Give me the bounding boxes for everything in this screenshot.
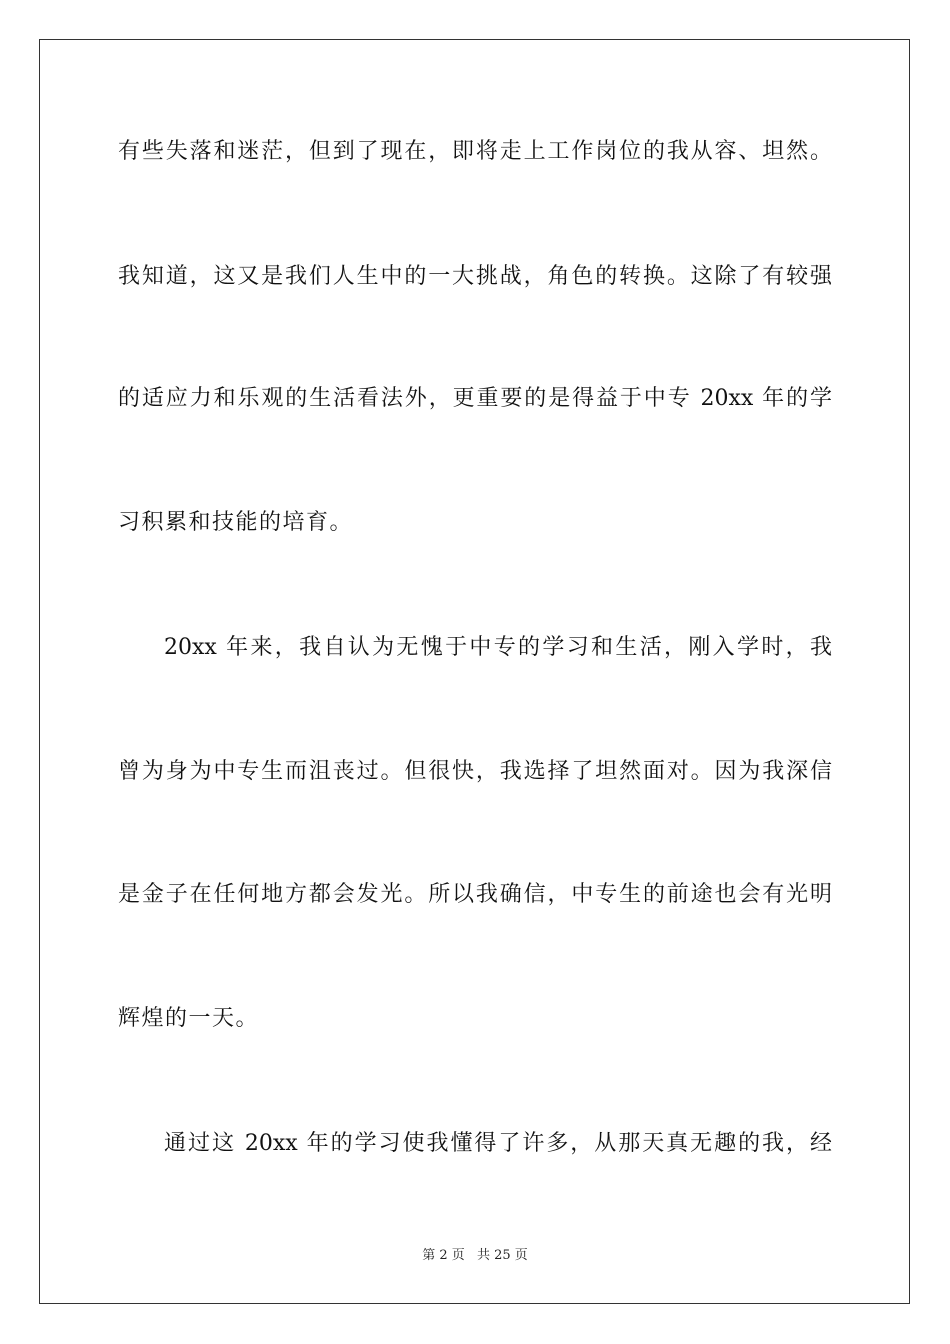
text-line-4: 习积累和技能的培育。 <box>118 510 354 535</box>
text-line-5: 20xx 年来，我自认为无愧于中专的学习和生活，刚入学时，我 <box>164 635 832 660</box>
text-line-1: 有些失落和迷茫，但到了现在，即将走上工作岗位的我从容、坦然。 <box>118 139 832 164</box>
text-line-7: 是金子在任何地方都会发光。所以我确信，中专生的前途也会有光明 <box>118 882 832 907</box>
text-line-8: 辉煌的一天。 <box>118 1006 260 1031</box>
page-border <box>39 39 910 1304</box>
page-total: 共 25 页 <box>476 1248 528 1263</box>
page-footer <box>0 1247 950 1265</box>
text-line-3: 的适应力和乐观的生活看法外，更重要的是得益于中专 20xx 年的学 <box>118 386 832 411</box>
text-line-2: 我知道，这又是我们人生中的一大挑战，角色的转换。这除了有较强 <box>118 264 832 289</box>
page-number: 第 2 页 <box>422 1248 465 1263</box>
text-line-6: 曾为身为中专生而沮丧过。但很快，我选择了坦然面对。因为我深信 <box>118 759 832 784</box>
text-line-9: 通过这 20xx 年的学习使我懂得了许多，从那天真无趣的我，经 <box>164 1131 832 1156</box>
